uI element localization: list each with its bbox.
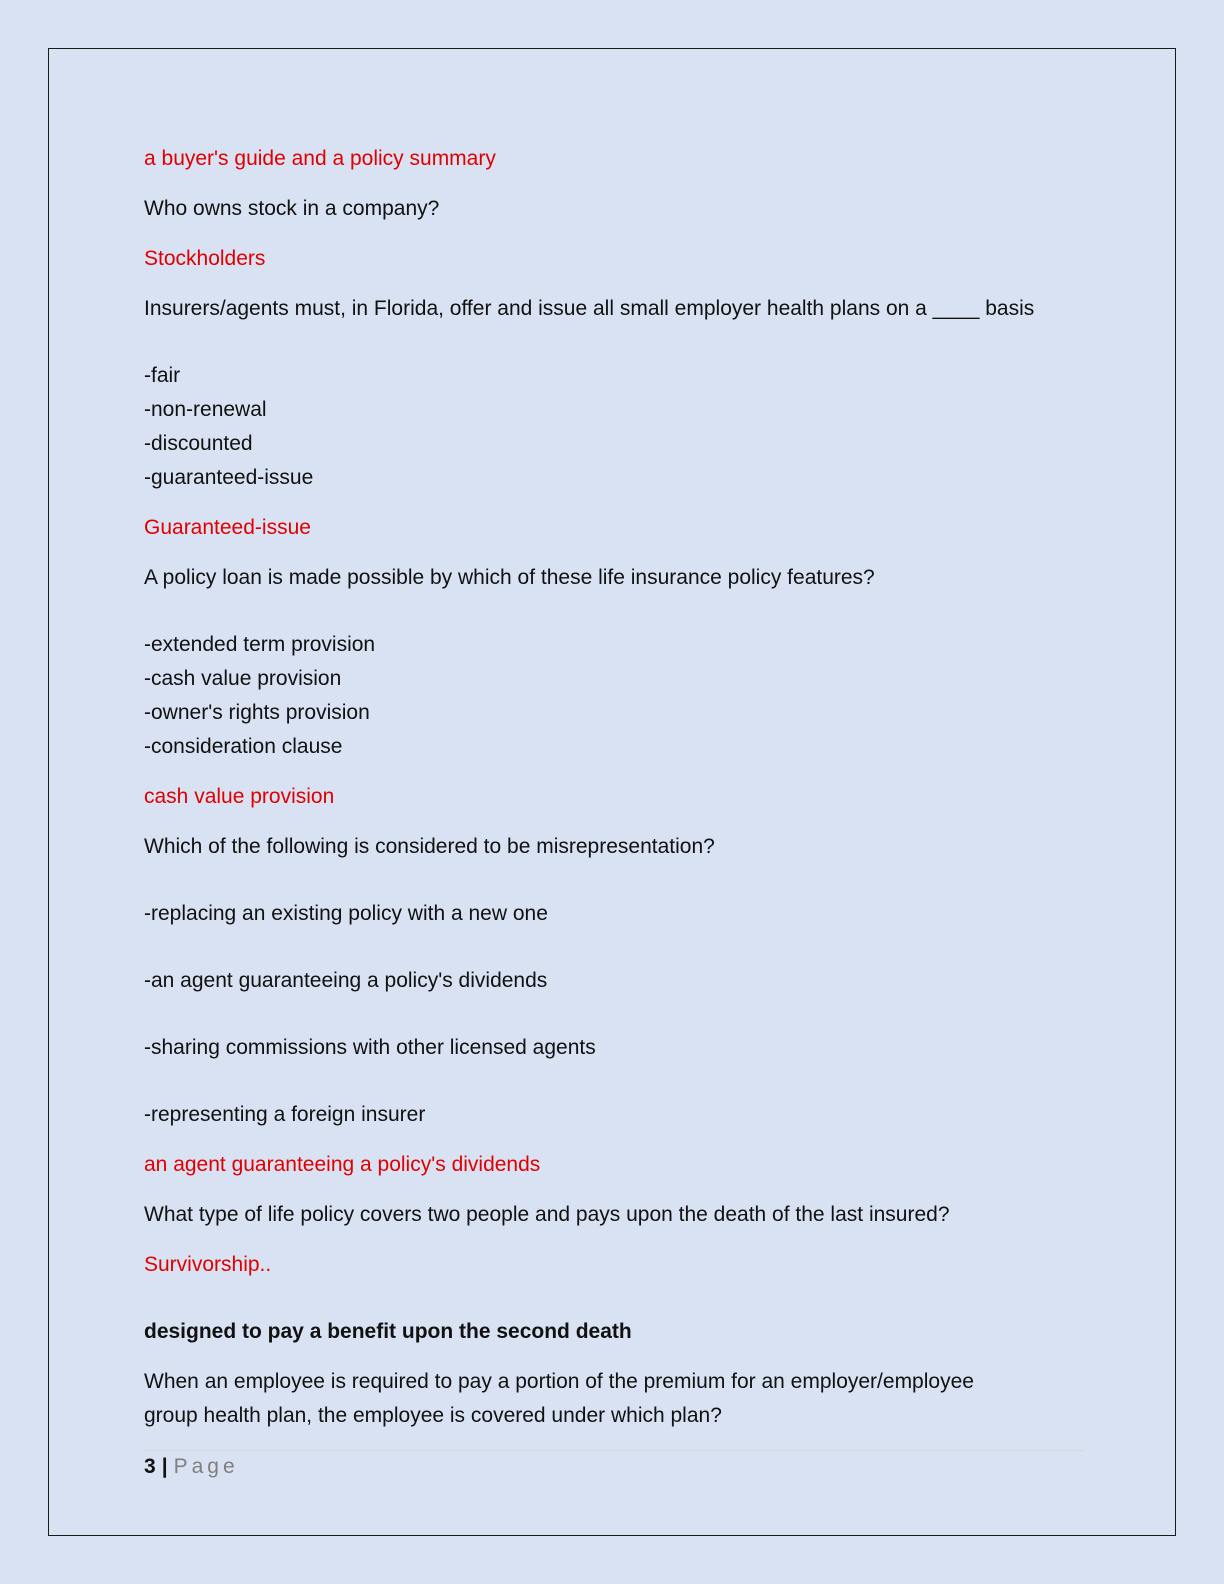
answer-florida: Guaranteed-issue — [144, 516, 311, 539]
page-footer — [144, 1452, 239, 1482]
option-item: -fair — [144, 364, 181, 387]
answer-stock: Stockholders — [144, 247, 266, 270]
answer-two-people-detail: designed to pay a benefit upon the second death — [144, 1320, 632, 1343]
misrep-options — [144, 897, 1084, 1132]
option-item: -sharing commissions with other licensed agents — [144, 1036, 596, 1059]
option-item: -consideration clause — [144, 735, 343, 758]
page-number: 3 — [144, 1455, 156, 1478]
option-item: -replacing an existing policy with a new one — [144, 902, 548, 925]
footer-separator: | — [161, 1455, 168, 1478]
option-item: -guaranteed-issue — [144, 466, 314, 489]
option-item: -discounted — [144, 432, 253, 455]
option-item: -an agent guaranteeing a policy's dividends — [144, 969, 548, 992]
option-item: -owner's rights provision — [144, 701, 370, 724]
question-policy-loan: A policy loan is made possible by which of these life insurance policy features? — [144, 566, 875, 589]
florida-options — [144, 359, 1084, 495]
option-item: -extended term provision — [144, 633, 376, 656]
question-stock: Who owns stock in a company? — [144, 197, 440, 220]
question-misrep: Which of the following is considered to be misrepresentation? — [144, 835, 715, 858]
page-label: Page — [173, 1455, 239, 1478]
option-item: -cash value provision — [144, 667, 342, 690]
question-employee-line2: group health plan, the employee is covered under which plan? — [144, 1404, 722, 1427]
answer-two-people: Survivorship.. — [144, 1253, 272, 1276]
answer-buyers-guide: a buyer's guide and a policy summary — [144, 147, 496, 170]
footer-divider — [144, 1450, 1084, 1451]
option-item: -representing a foreign insurer — [144, 1103, 426, 1126]
option-item: -non-renewal — [144, 398, 267, 421]
document-body — [144, 142, 1084, 1433]
answer-misrep: an agent guaranteeing a policy's dividends — [144, 1153, 541, 1176]
question-florida: Insurers/agents must, in Florida, offer and issue all small employer health plans on a ____ basis — [144, 297, 1035, 320]
question-employee-line1: When an employee is required to pay a portion of the premium for an employer/employee — [144, 1370, 974, 1393]
question-two-people: What type of life policy covers two people and pays upon the death of the last insured? — [144, 1203, 950, 1226]
policy-loan-options — [144, 628, 1084, 764]
answer-policy-loan: cash value provision — [144, 785, 335, 808]
